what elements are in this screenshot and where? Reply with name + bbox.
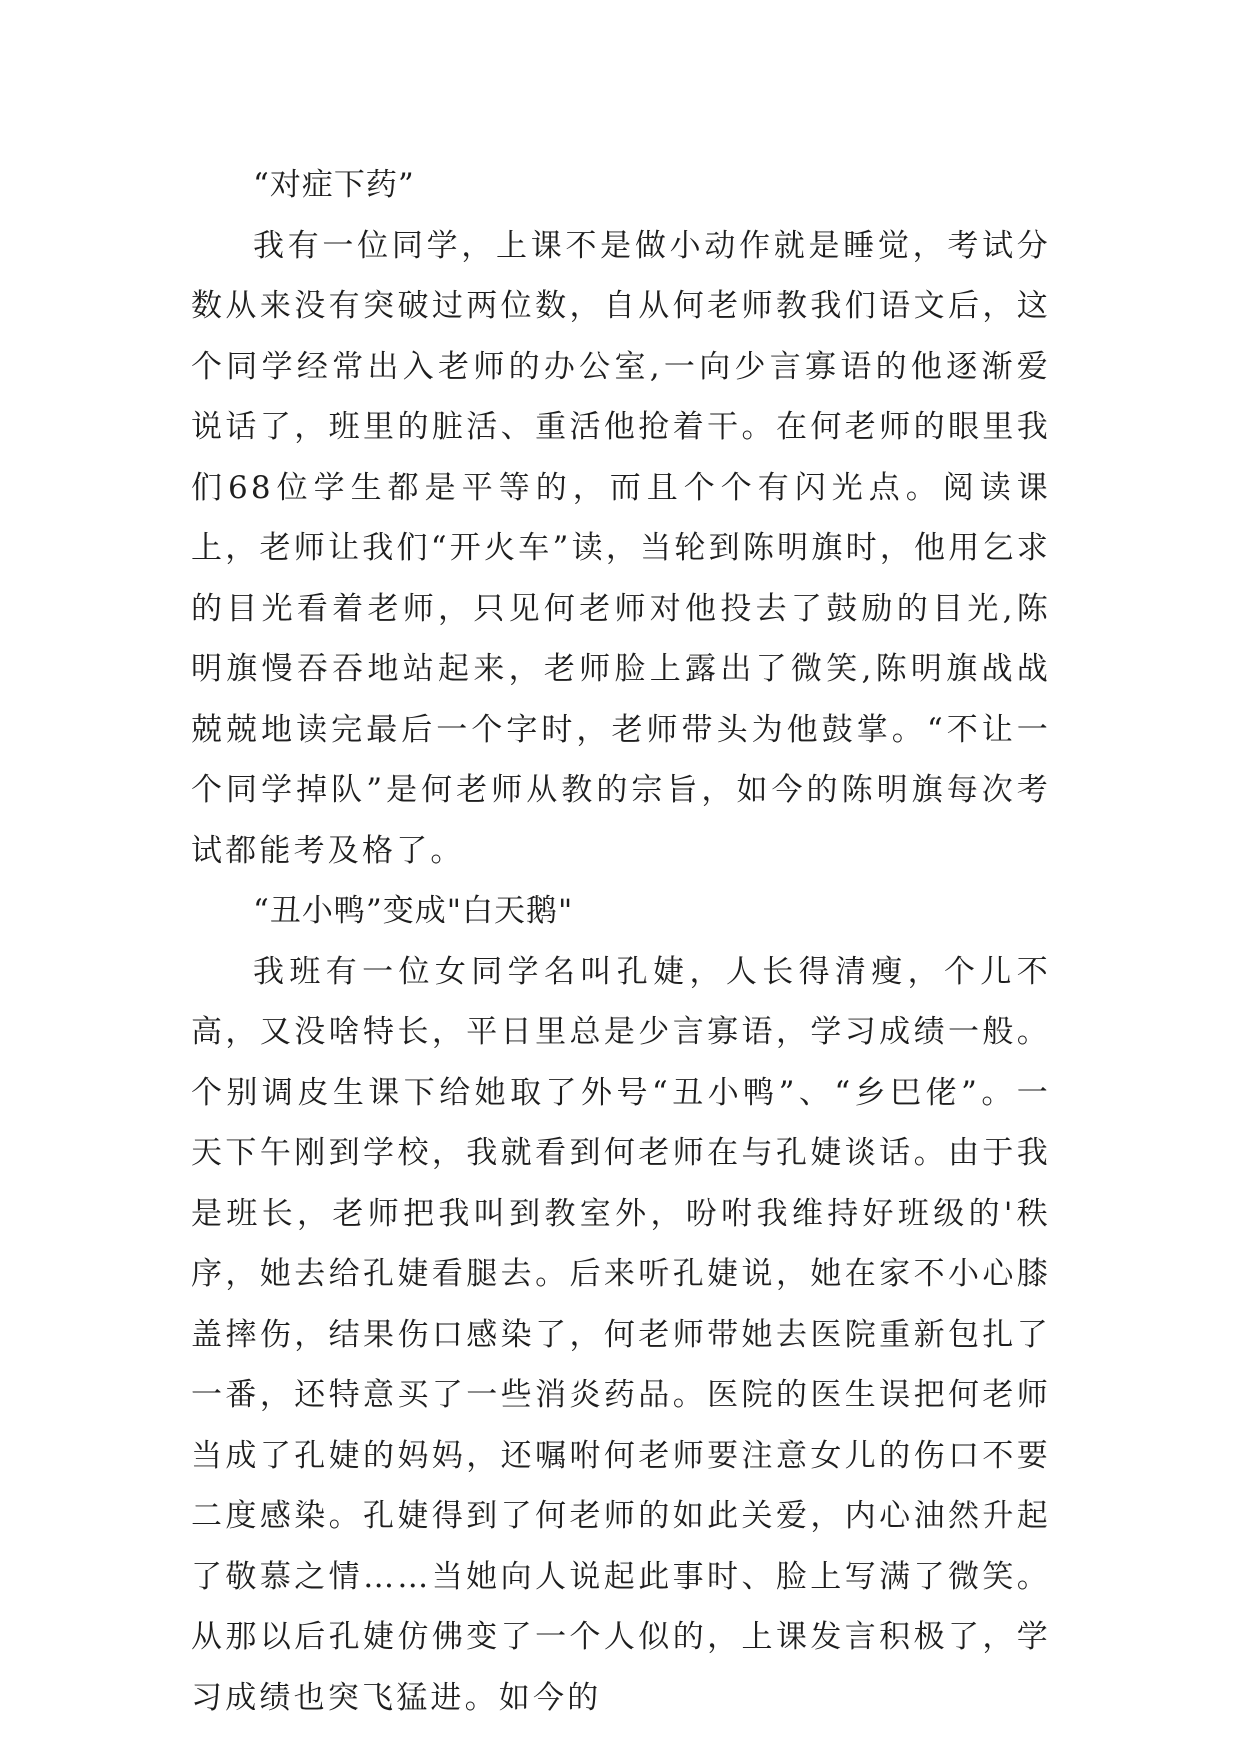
- body-paragraph: 我班有一位女同学名叫孔婕，人长得清瘦，个儿不高，又没啥特长，平日里总是少言寡语，学习成绩一般。个别调皮生课下给她取了外号“丑小鸭”、“乡巴佬”。一天下午刚到学校，我就看到何老师在与孔婕谈话。由于我是班长，老师把我叫到教室外，吩咐我维持好班级的'秩序，她去给孔婕看腿去。后来听孔婕说，她在家不小心膝盖摔伤，结果伤口感染了，何老师带她去医院重新包扎了一番，还特意买了一些消炎药品。医院的医生误把何老师当成了孔婕的妈妈，还嘱咐何老师要注意女儿的伤口不要二度感染。孔婕得到了何老师的如此关爱，内心油然升起了敬慕之情……当她向人说起此事时、脸上写满了微笑。从那以后孔婕仿佛变了一个人似的，上课发言积极了，学习成绩也突飞猛进。如今的: [191, 953, 1051, 1716]
- section-heading: “对症下药”: [253, 167, 415, 203]
- body-paragraph: 我有一位同学，上课不是做小动作就是睡觉，考试分数从来没有突破过两位数，自从何老师教我们语文后，这个同学经常出入老师的办公室,一向少言寡语的他逐渐爱说话了，班里的脏活、重活他抢着干。在何老师的眼里我们68位学生都是平等的，而且个个有闪光点。阅读课上，老师让我们“开火车”读，当轮到陈明旗时，他用乞求的目光看着老师，只见何老师对他投去了鼓励的目光,陈明旗慢吞吞地站起来，老师脸上露出了微笑,陈明旗战战兢兢地读完最后一个字时，老师带头为他鼓掌。“不让一个同学掉队”是何老师从教的宗旨，如今的陈明旗每次考试都能考及格了。: [191, 227, 1051, 869]
- document-body: [191, 155, 1051, 1728]
- section-heading: “丑小鸭”变成"白天鹅": [253, 893, 574, 929]
